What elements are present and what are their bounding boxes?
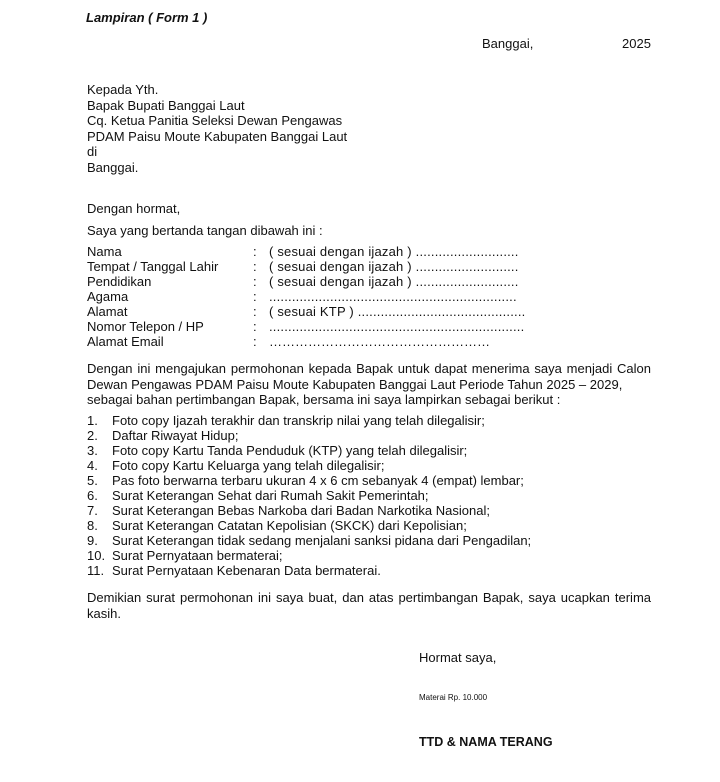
field-value: ( sesuai KTP ) ............................................ <box>269 304 526 319</box>
list-number: 10. <box>87 548 106 564</box>
signature-name-line: TTD & NAMA TERANG <box>419 735 553 749</box>
request-text-last: sebagai bahan pertimbangan Bapak, bersama ini saya lampirkan sebagai berikut : <box>87 392 561 407</box>
list-number: 5. <box>87 473 98 489</box>
list-text: Surat Pernyataan Kebenaran Data bermaterai. <box>112 563 381 579</box>
list-text: Pas foto berwarna terbaru ukuran 4 x 6 cm sebanyak 4 (empat) lembar; <box>112 473 524 489</box>
recipient-line: di <box>87 144 98 159</box>
field-colon: : <box>253 319 257 334</box>
recipient-line: Kepada Yth. <box>87 82 159 97</box>
list-text: Surat Keterangan Bebas Narkoba dari Badan Narkotika Nasional; <box>112 503 490 519</box>
letter-year: 2025 <box>622 36 651 51</box>
list-text: Foto copy Kartu Keluarga yang telah dilegalisir; <box>112 458 385 474</box>
closing-paragraph: Demikian surat permohonan ini saya buat, dan atas pertimbangan Bapak, saya ucapkan terima kasih. <box>87 590 651 621</box>
field-colon: : <box>253 289 257 304</box>
field-label: Pendidikan <box>87 274 152 289</box>
field-label: Nomor Telepon / HP <box>87 319 204 334</box>
field-value: …………………………………………… <box>269 334 490 349</box>
list-number: 6. <box>87 488 98 504</box>
list-number: 7. <box>87 503 98 519</box>
list-number: 8. <box>87 518 98 534</box>
form-title: Lampiran ( Form 1 ) <box>86 10 208 25</box>
field-row-nama <box>87 244 527 259</box>
recipient-line: Banggai. <box>87 159 139 175</box>
field-row-agama <box>87 289 527 304</box>
field-colon: : <box>253 304 257 319</box>
field-label: Agama <box>87 289 129 304</box>
field-row-tempat-tanggal-lahir <box>87 259 527 274</box>
greeting: Dengan hormat, <box>87 201 181 216</box>
list-number: 9. <box>87 533 98 549</box>
field-label: Alamat <box>87 304 128 319</box>
list-text: Surat Keterangan Sehat dari Rumah Sakit Pemerintah; <box>112 488 429 504</box>
field-value: ( sesuai dengan ijazah ) ........................... <box>269 244 519 259</box>
list-text: Foto copy Kartu Tanda Penduduk (KTP) yang telah dilegalisir; <box>112 443 468 459</box>
field-colon: : <box>253 274 257 289</box>
applicant-fields <box>87 244 527 349</box>
field-value: ................................................................. <box>269 289 517 304</box>
list-number: 11. <box>87 563 105 579</box>
recipient-line: Bapak Bupati Banggai Laut <box>87 97 245 113</box>
field-row-alamat-email <box>87 334 527 349</box>
list-text: Foto copy Ijazah terakhir dan transkrip nilai yang telah dilegalisir; <box>112 413 485 428</box>
list-number: 3. <box>87 443 98 459</box>
list-text: Daftar Riwayat Hidup; <box>112 428 239 444</box>
field-label: Tempat / Tanggal Lahir <box>87 259 219 274</box>
recipient-line: Cq. Ketua Panitia Seleksi Dewan Pengawas <box>87 113 343 128</box>
regards-text: Hormat saya, <box>419 650 497 665</box>
field-colon: : <box>253 244 257 259</box>
list-number: 1. <box>87 413 98 428</box>
field-label: Nama <box>87 244 122 259</box>
field-value: ( sesuai dengan ijazah ) ........................... <box>269 274 519 289</box>
field-value: ................................................................... <box>269 319 525 334</box>
request-text: Dengan ini mengajukan permohonan kepada Bapak untuk dapat menerima saya menjadi Calon Dewan Pengawas PDAM Paisu Moute Kabupaten Banggai Laut Periode Tahun 2025 – 2029, <box>87 361 651 392</box>
letter-city: Banggai, <box>482 36 534 51</box>
list-number: 4. <box>87 458 98 474</box>
stamp-note: Materai Rp. 10.000 <box>419 693 488 702</box>
request-paragraph <box>87 361 651 408</box>
list-text: Surat Keterangan Catatan Kepolisian (SKCK) dari Kepolisian; <box>112 518 467 534</box>
field-value: ( sesuai dengan ijazah ) ........................... <box>269 259 519 274</box>
intro-line: Saya yang bertanda tangan dibawah ini : <box>87 223 323 238</box>
recipient-line: PDAM Paisu Moute Kabupaten Banggai Laut <box>87 128 348 144</box>
list-text: Surat Pernyataan bermaterai; <box>112 548 283 564</box>
field-label: Alamat Email <box>87 334 164 349</box>
field-colon: : <box>253 259 257 274</box>
field-row-pendidikan <box>87 274 527 289</box>
field-row-alamat <box>87 304 527 319</box>
recipient-block <box>87 82 347 175</box>
list-text: Surat Keterangan tidak sedang menjalani sanksi pidana dari Pengadilan; <box>112 533 532 549</box>
field-row-nomor-telepon <box>87 319 527 334</box>
list-number: 2. <box>87 428 98 444</box>
field-colon: : <box>253 334 257 349</box>
